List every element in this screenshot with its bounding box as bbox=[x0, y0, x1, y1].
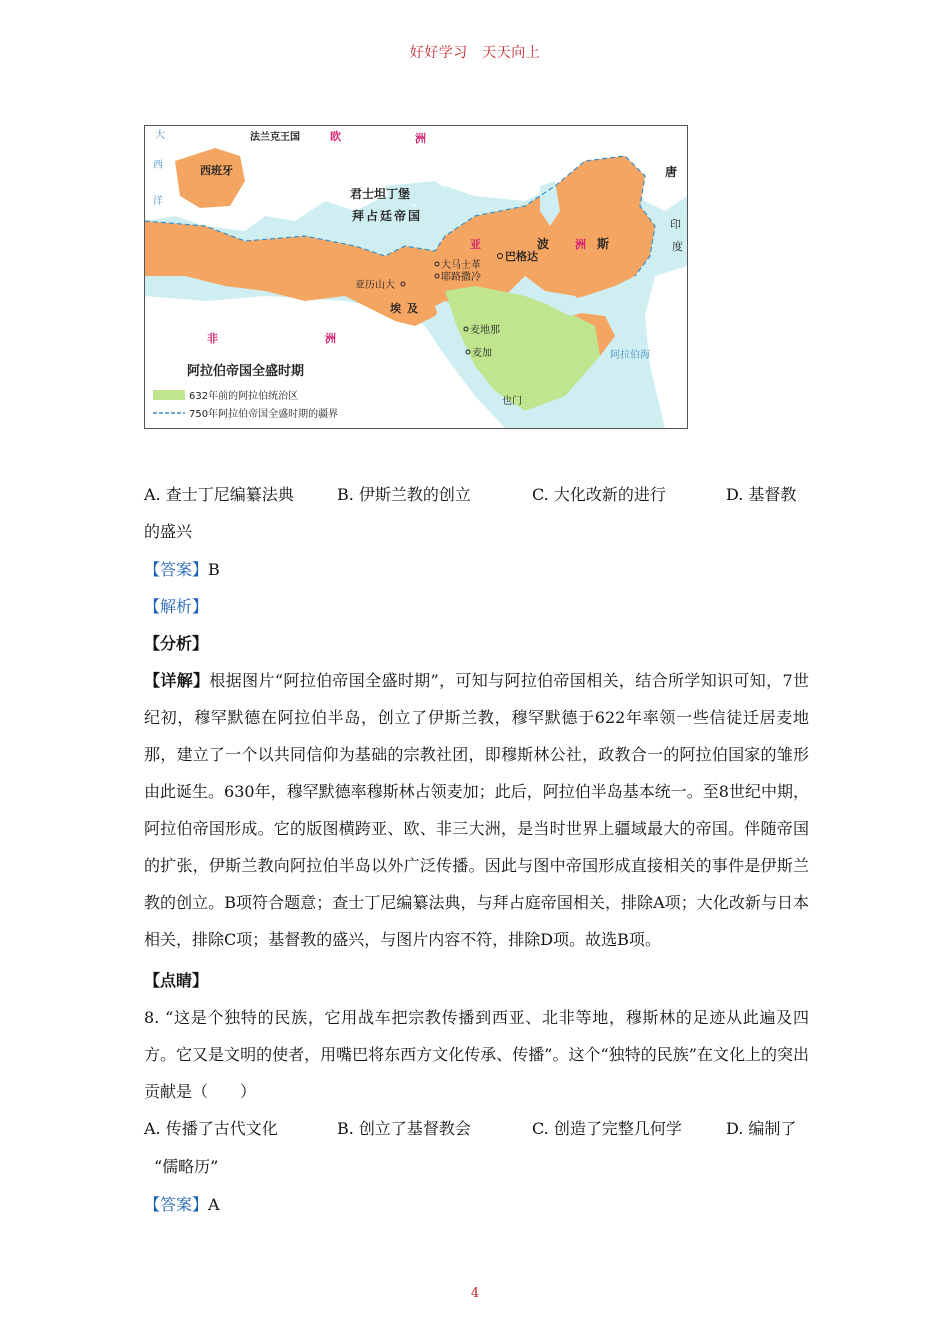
label-france: 法兰克王国 bbox=[250, 132, 300, 143]
dianjing-tag: 【点睛】 bbox=[144, 971, 209, 990]
q7-option-b: B. 伊斯兰教的创立 bbox=[337, 485, 471, 504]
historical-map bbox=[144, 125, 688, 429]
answer-tag: 【答案】 bbox=[144, 560, 209, 579]
label-damascus: 大马士革 bbox=[441, 260, 481, 271]
legend-swatch-green bbox=[153, 390, 185, 400]
q7-option-a: A. 查士丁尼编纂法典 bbox=[144, 485, 294, 504]
label-atlantic-3: 洋 bbox=[153, 196, 163, 207]
label-egypt: 埃及 bbox=[390, 302, 424, 315]
land-india bbox=[645, 266, 687, 428]
label-mecca: 麦加 bbox=[472, 348, 492, 359]
q7-option-d: D. 基督教 bbox=[726, 485, 797, 504]
label-persia-1: 波 bbox=[537, 237, 550, 251]
label-spain: 西班牙 bbox=[200, 164, 233, 177]
page-header: 好好学习 天天向上 bbox=[409, 45, 541, 61]
label-baghdad: 巴格达 bbox=[505, 250, 538, 263]
q8-stem: 8. “这是个独特的民族，它用战车把宗教传播到西亚、北非等地，穆斯林的足迹从此遍及四方。它又是文明的使者，用嘴巴将东西方文化传承、传播”。这个“独特的民族”在文化上的突出贡献是（ ） bbox=[144, 1008, 809, 1101]
label-africa-1: 非 bbox=[207, 332, 218, 345]
label-byzantine: 拜占廷帝国 bbox=[352, 209, 423, 223]
q7-answer bbox=[144, 551, 809, 588]
detail-text: 根据图片“阿拉伯帝国全盛时期”，可知与阿拉伯帝国相关，结合所学知识可知，7世纪初，穆罕默德在阿拉伯半岛，创立了伊斯兰教，穆罕默德于622年率领一些信徒迁居麦地那，建立了一个以共同信仰为基础的宗教社团，即穆斯林公社，政教合一的阿拉伯国家的雏形由此诞生。630年，穆罕默德率穆斯林占领麦加；此后，阿拉伯半岛基本统一。至8世纪中期，阿拉伯帝国形成。它的版图横跨亚、欧、非三大洲，是当时世界上疆域最大的帝国。伴随帝国的扩张，伊斯兰教向阿拉伯半岛以外广泛传播。因此与图中帝国形成直接相关的事件是伊斯兰教的创立。B项符合题意；查士丁尼编纂法典，与拜占庭帝国相关，排除A项；大化改新与日本相关，排除C项；基督教的盛兴，与图片内容不符，排除D项。故选B项。 bbox=[144, 671, 809, 949]
q7-option-d-continued: 的盛兴 bbox=[144, 522, 193, 541]
label-europe-1: 欧 bbox=[330, 130, 341, 143]
map-title: 阿拉伯帝国全盛时期 bbox=[187, 364, 305, 379]
q8-option-d: D. 编制了 bbox=[726, 1119, 797, 1138]
detail-tag: 【详解】 bbox=[144, 671, 210, 690]
map-graphic bbox=[145, 126, 687, 428]
label-medina: 麦地那 bbox=[470, 325, 500, 336]
label-atlantic-2: 西 bbox=[153, 160, 163, 171]
label-jerusalem: 耶路撒冷 bbox=[441, 272, 481, 283]
label-europe-2: 洲 bbox=[415, 132, 426, 145]
q8-answer bbox=[144, 1186, 809, 1223]
label-india-2: 度 bbox=[672, 240, 683, 253]
q8-answer-value: A bbox=[208, 1195, 220, 1214]
label-yemen: 也门 bbox=[502, 396, 522, 407]
label-arabian-sea: 阿拉伯海 bbox=[610, 350, 650, 361]
label-india-1: 印 bbox=[670, 218, 681, 231]
q7-options bbox=[144, 476, 809, 513]
label-asia-1: 亚 bbox=[470, 238, 481, 251]
label-tang: 唐 bbox=[665, 165, 678, 179]
legend-item-1: 632年前的阿拉伯统治区 bbox=[189, 391, 299, 402]
q8-option-a: A. 传播了古代文化 bbox=[144, 1119, 278, 1138]
label-constantinople: 君士坦丁堡 bbox=[350, 187, 411, 201]
label-africa-2: 洲 bbox=[325, 332, 336, 345]
label-atlantic-1: 大 bbox=[155, 130, 165, 141]
q8-option-c: C. 创造了完整几何学 bbox=[532, 1119, 682, 1138]
legend-item-2: 750年阿拉伯帝国全盛时期的疆界 bbox=[189, 409, 339, 420]
analysis-tag: 【解析】 bbox=[144, 597, 209, 616]
answer-value: B bbox=[208, 560, 220, 579]
label-asia-2: 洲 bbox=[575, 238, 586, 251]
q8-answer-tag: 【答案】 bbox=[144, 1195, 209, 1214]
q7-detail bbox=[144, 662, 809, 958]
q8-option-b: B. 创立了基督教会 bbox=[337, 1119, 471, 1138]
q8-option-d-continued: “儒略历” bbox=[154, 1157, 219, 1176]
page-number: 4 bbox=[470, 1286, 480, 1301]
fenxi-tag: 【分析】 bbox=[144, 634, 209, 653]
q7-option-c: C. 大化改新的进行 bbox=[532, 485, 666, 504]
q8-options bbox=[144, 1110, 809, 1147]
label-alexandria: 亚历山大 bbox=[355, 280, 395, 291]
label-persia-2: 斯 bbox=[597, 237, 610, 251]
